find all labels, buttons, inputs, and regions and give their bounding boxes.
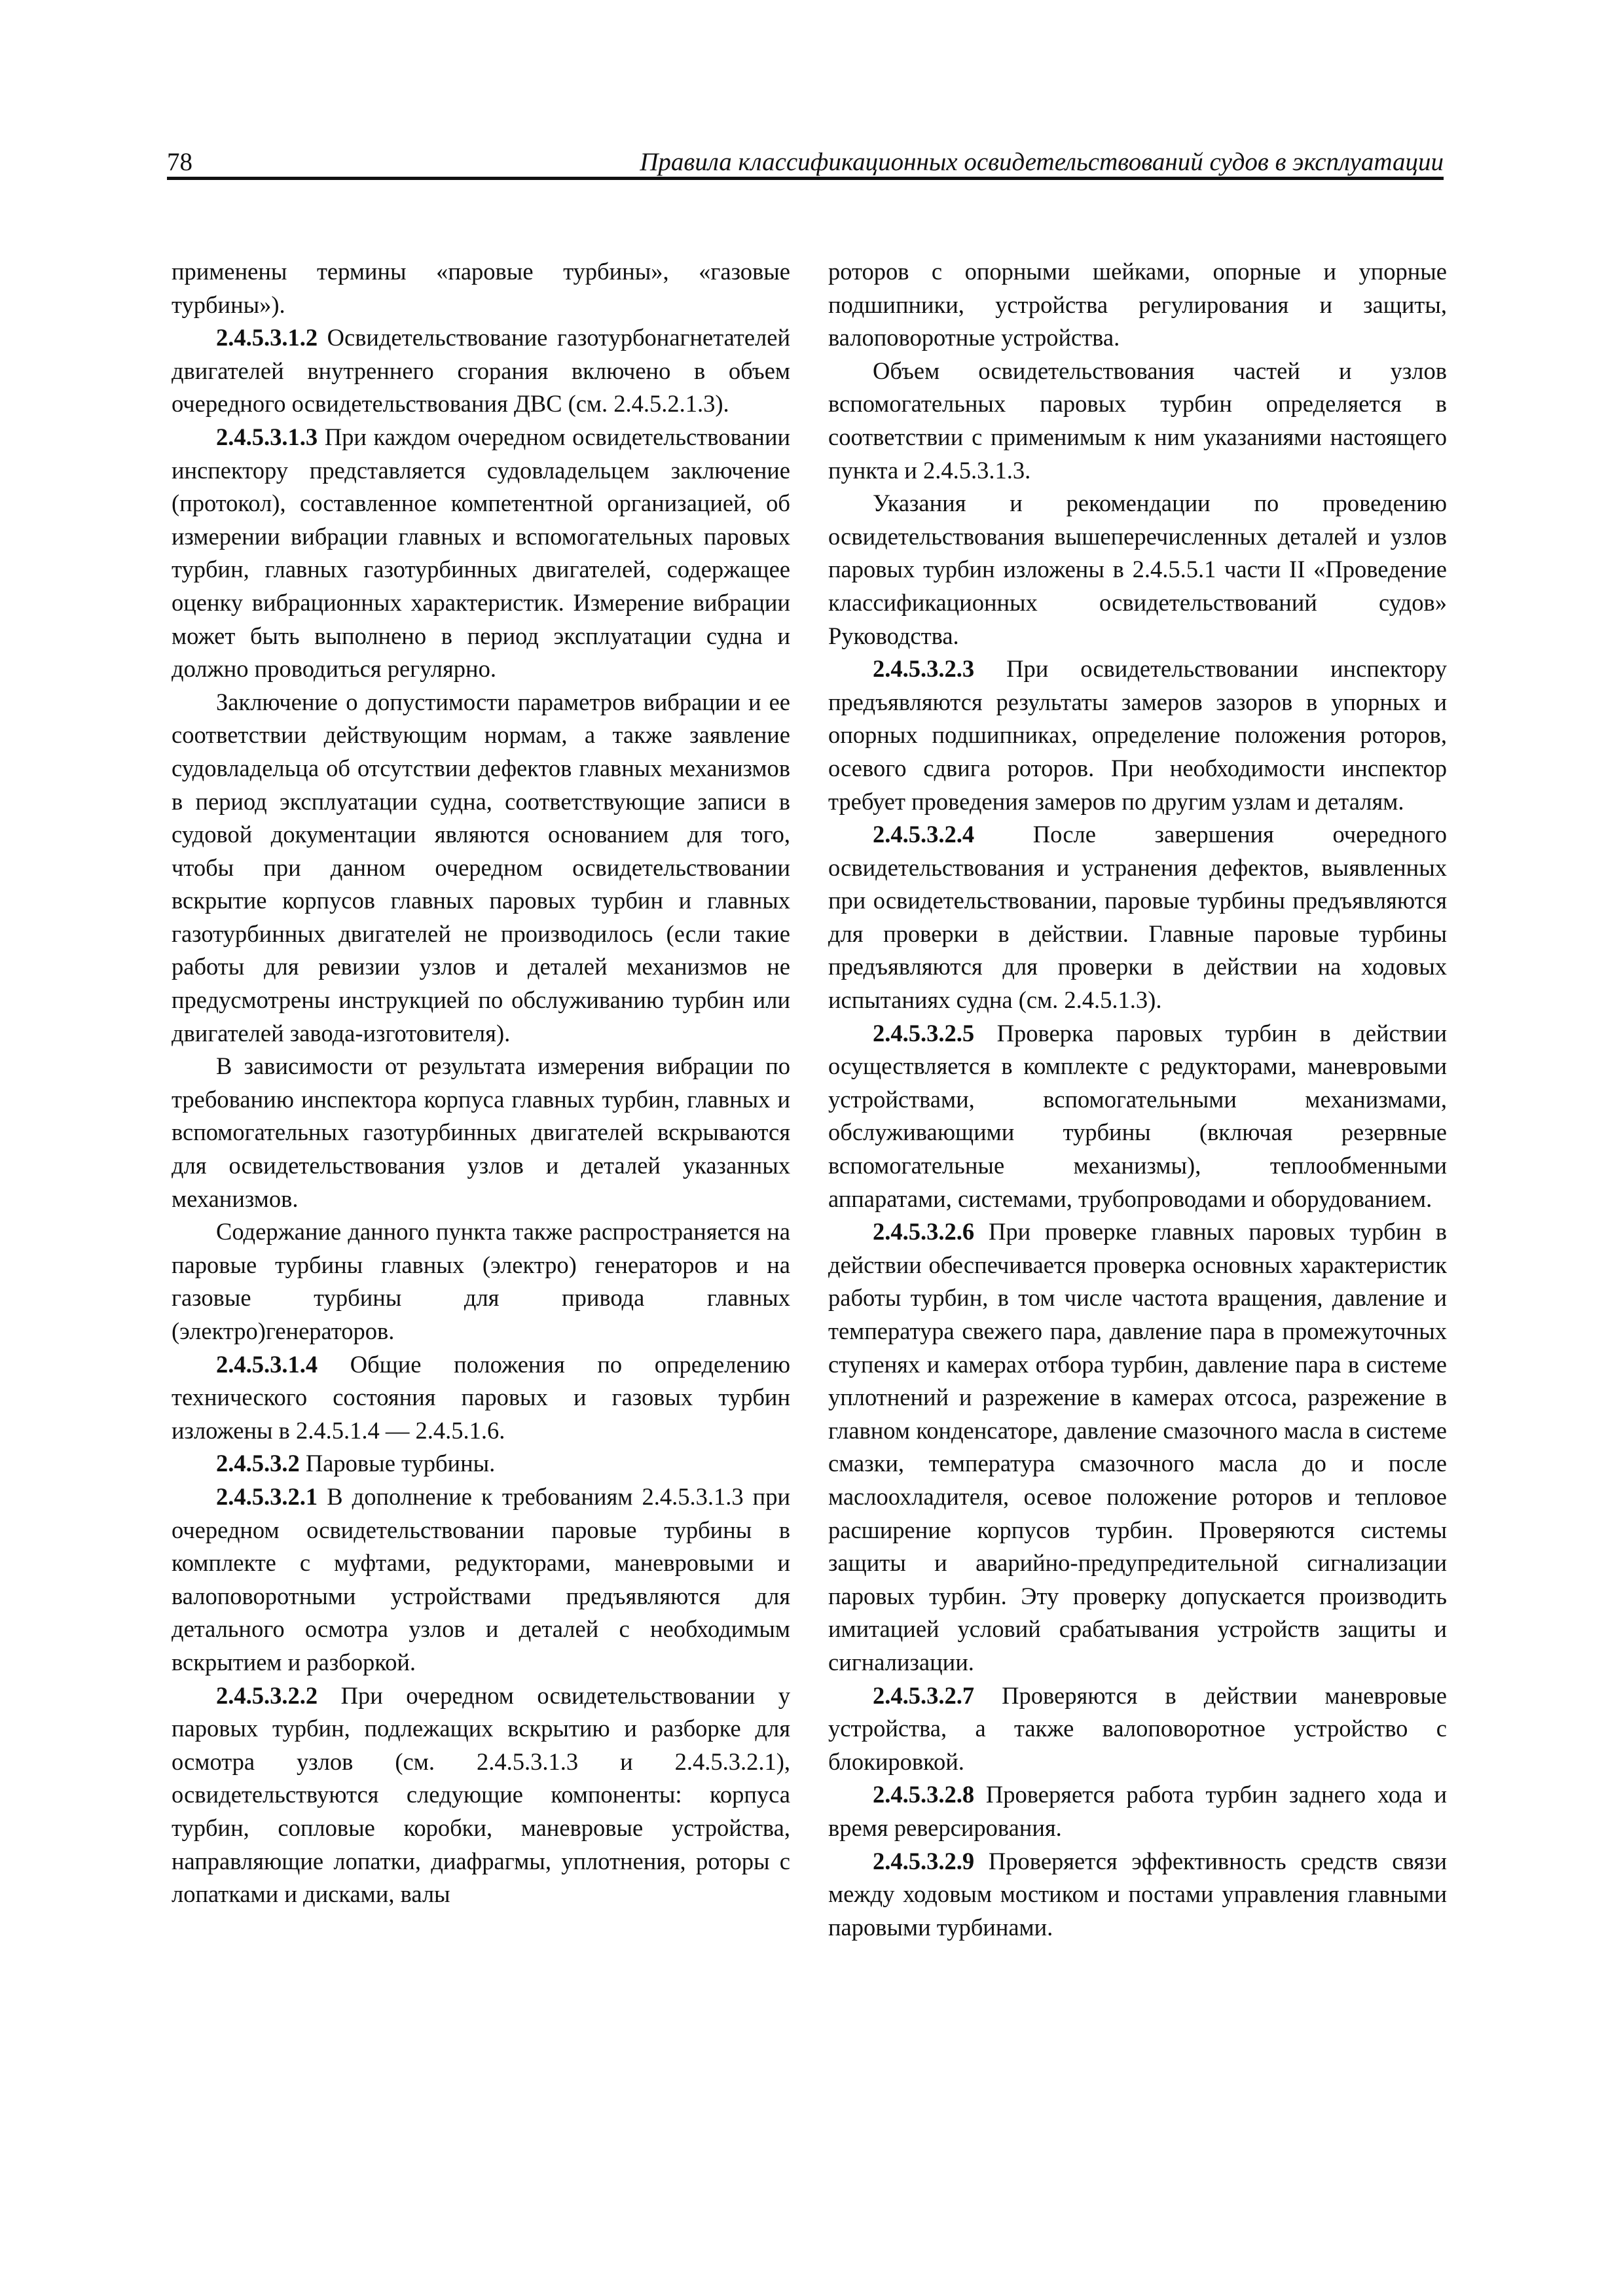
right-column xyxy=(828,255,1447,2101)
clause-number: 2.4.5.3.1.3 xyxy=(216,423,318,450)
paragraph-text: Содержание данного пункта также распространяется на паровые турбины главных (электро) генераторов и на газовые турбины для привода главных (электро)генераторов. xyxy=(172,1218,790,1344)
paragraph-text: Освидетельствование газотурбонагнетателей двигателей внутреннего сгорания включено в объем очередного освидетельствования ДВС (см. 2.4.5.2.1.3). xyxy=(172,324,790,418)
paragraph-text: Проверка паровых турбин в действии осуществляется в комплекте с редукторами, маневровыми устройствами, вспомогательными механизмами, обслуживающими турбины (включая резервные вспомогательные механизмы), теплообменными аппаратами, системами, трубопроводами и оборудованием. xyxy=(828,1019,1447,1212)
paragraph xyxy=(172,255,790,321)
paragraph xyxy=(172,421,790,686)
paragraph-text: Объем освидетельствования частей и узлов вспомогательных паровых турбин определяется в соответствии с применимым к ним указаниями настоящего пункта и 2.4.5.3.1.3. xyxy=(828,357,1447,484)
paragraph-text: роторов с опорными шейками, опорные и упорные подшипники, устройства регулирования и защиты, валоповоротные устройства. xyxy=(828,258,1447,351)
paragraph xyxy=(172,1348,790,1448)
clause-number: 2.4.5.3.2.1 xyxy=(216,1482,318,1510)
clause-number: 2.4.5.3.2.7 xyxy=(873,1681,975,1709)
paragraph xyxy=(828,818,1447,1017)
paragraph-text: В зависимости от результата измерения вибрации по требованию инспектора корпуса главных турбин, главных и вспомогательных газотурбинных двигателей вскрываются для освидетельствования узлов и деталей указанных механизмов. xyxy=(172,1052,790,1212)
paragraph-text: После завершения очередного освидетельствования и устранения дефектов, выявленных при освидетельствовании, паровые турбины предъявляются для проверки в действии. Главные паровые турбины предъявляются для проверки в действии на ходовых испытаниях судна (см. 2.4.5.1.3). xyxy=(828,821,1447,1014)
paragraph xyxy=(828,653,1447,818)
paragraph-text: Заключение о допустимости параметров вибрации и ее соответствии действующим нормам, а также заявление судовладельца об отсутствии дефектов главных механизмов в период эксплуатации судна, соответствующие записи в судовой документации являются основанием для того, чтобы при данном очередном освидетельствовании вскрытие корпусов главных паровых турбин и главных газотурбинных двигателей не производилось (если такие работы для ревизии узлов и деталей механизмов не предусмотрены инструкцией по обслуживанию турбин или двигателей завода-изготовителя). xyxy=(172,688,790,1047)
paragraph xyxy=(828,355,1447,487)
paragraph xyxy=(172,1447,790,1480)
paragraph-text: Общие положения по определению технического состояния паровых и газовых турбин изложены в 2.4.5.1.4 — 2.4.5.1.6. xyxy=(172,1350,790,1444)
paragraph-text: Проверяется эффективность средств связи между ходовым мостиком и постами управления главными паровыми турбинами. xyxy=(828,1847,1447,1941)
paragraph-text: Проверяется работа турбин заднего хода и время реверсирования. xyxy=(828,1781,1447,1841)
paragraph xyxy=(828,1845,1447,1945)
paragraph-text: Паровые турбины. xyxy=(305,1450,496,1477)
header-rule xyxy=(167,177,1444,180)
paragraph-text: Указания и рекомендации по проведению освидетельствования вышеперечисленных деталей и узлов паровых турбин изложены в 2.4.5.5.1 части II «Проведение классификационных освидетельствований судов» Руководства. xyxy=(828,490,1447,649)
paragraph xyxy=(828,1679,1447,1779)
clause-number: 2.4.5.3.2.2 xyxy=(216,1681,318,1709)
clause-number: 2.4.5.3.2 xyxy=(216,1450,300,1477)
paragraph xyxy=(172,1679,790,1911)
paragraph-text: При каждом очередном освидетельствовании инспектору представляется судовладельцем заключение (протокол), составленное компетентной организацией, об измерении вибрации главных и вспомогательных паровых турбин, главных газотурбинных двигателей, содержащее оценку вибрационных характеристик. Измерение вибрации может быть выполнено в период эксплуатации судна и должно проводиться регулярно. xyxy=(172,423,790,683)
paragraph xyxy=(828,255,1447,355)
paragraph xyxy=(172,686,790,1050)
clause-number: 2.4.5.3.2.9 xyxy=(873,1847,975,1874)
clause-number: 2.4.5.3.1.4 xyxy=(216,1350,318,1378)
paragraph-text: В дополнение к требованиям 2.4.5.3.1.3 при очередном освидетельствовании паровые турбины в комплекте с муфтами, редукторами, маневровыми и валоповоротными устройствами предъявляются для детального осмотра узлов и деталей с необходимым вскрытием и разборкой. xyxy=(172,1482,790,1676)
running-title: Правила классификационных освидетельствований судов в эксплуатации xyxy=(640,148,1444,176)
paragraph xyxy=(172,321,790,421)
left-column xyxy=(172,255,790,2101)
paragraph-text: При освидетельствовании инспектору предъявляются результаты замеров зазоров в упорных и опорных подшипниках, определение положения роторов, осевого сдвига роторов. При необходимости инспектор требует проведения замеров по другим узлам и деталям. xyxy=(828,655,1447,815)
paragraph-text: применены термины «паровые турбины», «газовые турбины»). xyxy=(172,258,790,318)
paragraph xyxy=(828,1778,1447,1844)
paragraph-text: При очередном освидетельствовании у паровых турбин, подлежащих вскрытию и разборке для осмотра узлов (см. 2.4.5.3.1.3 и 2.4.5.3.2.1), освидетельствуются следующие компоненты: корпуса турбин, сопловые коробки, маневровые устройства, направляющие лопатки, диафрагмы, уплотнения, роторы с лопатками и дисками, валы xyxy=(172,1681,790,1908)
clause-number: 2.4.5.3.2.5 xyxy=(873,1019,975,1047)
clause-number: 2.4.5.3.2.4 xyxy=(873,821,975,848)
paragraph xyxy=(828,1017,1447,1216)
page-number: 78 xyxy=(167,148,192,176)
clause-number: 2.4.5.3.2.3 xyxy=(873,655,975,683)
paragraph xyxy=(172,1050,790,1215)
paragraph xyxy=(172,1480,790,1679)
clause-number: 2.4.5.3.1.2 xyxy=(216,324,318,351)
paragraph xyxy=(828,487,1447,653)
paragraph xyxy=(828,1215,1447,1679)
paragraph-text: При проверке главных паровых турбин в действии обеспечивается проверка основных характеристик работы турбин, в том числе частота вращения, давление и температура свежего пара, давление пара в промежуточных ступенях и камерах отбора турбин, давление пара в системе уплотнений и разрежение в камерах отсоса, разрежение в главном конденсаторе, давление смазочного масла в системе смазки, температура смазочного масла до и после маслоохладителя, осевое положение роторов и тепловое расширение корпусов турбин. Проверяются системы защиты и аварийно-предупредительной сигнализации паровых турбин. Эту проверку допускается производить имитацией условий срабатывания устройств защиты и сигнализации. xyxy=(828,1218,1447,1676)
paragraph xyxy=(172,1215,790,1348)
paragraph-text: Проверяются в действии маневровые устройства, а также валоповоротное устройство с блокировкой. xyxy=(828,1681,1447,1775)
clause-number: 2.4.5.3.2.6 xyxy=(873,1218,975,1246)
page-header xyxy=(167,145,1444,179)
clause-number: 2.4.5.3.2.8 xyxy=(873,1781,975,1808)
